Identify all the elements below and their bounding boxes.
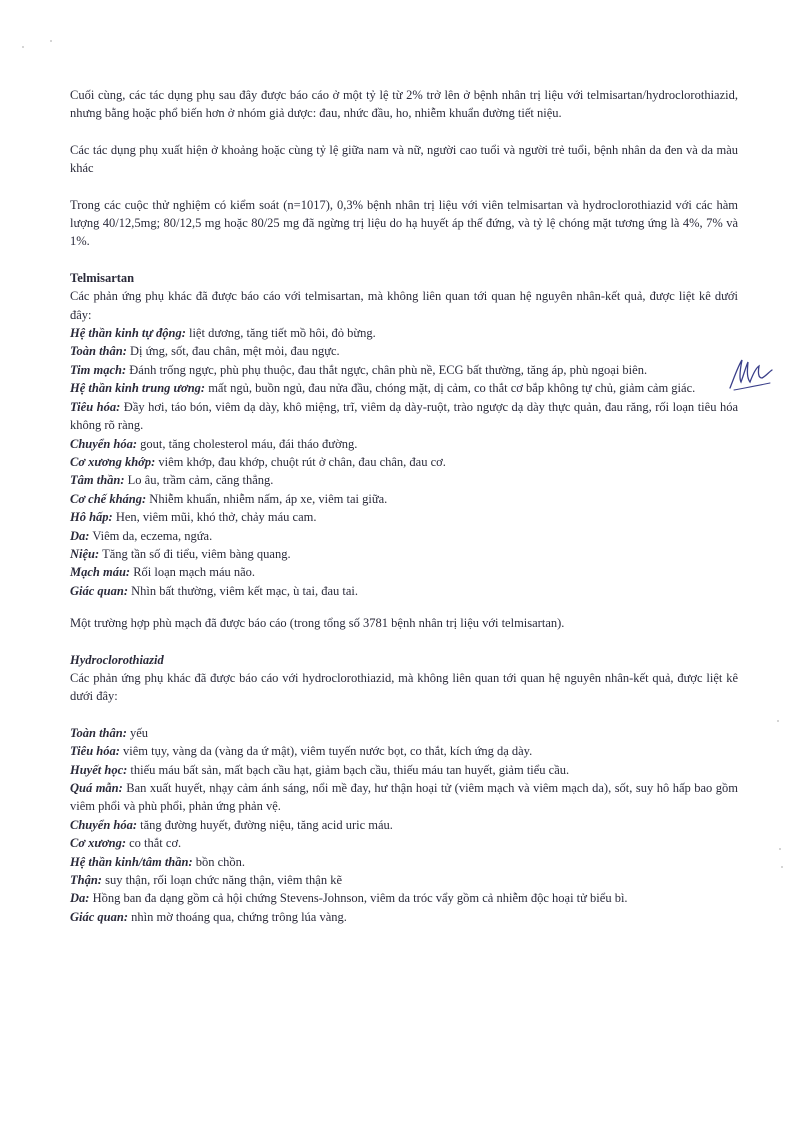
scan-speck (777, 720, 779, 722)
effect-category: Quá mẫn: (70, 781, 123, 795)
effect-item (70, 563, 738, 581)
paragraph-controlled-trials: Trong các cuộc thử nghiệm có kiểm soát (n=1017), 0,3% bệnh nhân trị liệu với viên telmisartan và hydroclorothiazid với các hàm lượng 40/12,5mg; 80/12,5 mg hoặc 80/25 mg đã ngừng trị liệu do hạ huyết áp thế đứng, và tỷ lệ chóng mặt tương ứng là 4%, 7% và 1%. (70, 197, 738, 249)
effect-description: viêm tụy, vàng da (vàng da ứ mật), viêm tuyến nước bọt, co thắt, kích ứng dạ dày. (119, 744, 533, 759)
effect-item (70, 324, 738, 342)
effect-category: Huyết học: (70, 762, 128, 777)
effect-category: Chuyển hóa: (70, 436, 138, 451)
scan-speck (779, 848, 781, 850)
effect-category: Cơ xương: (70, 836, 126, 851)
effect-item (70, 361, 738, 379)
effect-description: Đánh trống ngực, phù phụ thuộc, đau thắt ngực, chân phù nề, ECG bất thường, tăng áp, phù ngoại biên. (126, 362, 648, 377)
effect-category: Hệ thần kinh tự động: (70, 326, 186, 341)
telmisartan-intro: Các phản ứng phụ khác đã được báo cáo với telmisartan, mà không liên quan tới quan hệ nguyên nhân-kết quả, được liệt kê dưới đây: (70, 289, 738, 322)
effect-category: Toàn thân: (70, 344, 127, 359)
effect-description: tăng đường huyết, đường niệu, tăng acid uric máu. (137, 817, 393, 832)
effect-description: mất ngủ, buồn ngủ, đau nửa đầu, chóng mặt, dị cảm, co thắt cơ bắp không tự chủ, giảm cảm giác. (205, 381, 696, 396)
section-hydroclorothiazid (70, 651, 738, 927)
effect-item (70, 908, 738, 926)
effect-item (70, 742, 738, 760)
effect-description: suy thận, rối loạn chức năng thận, viêm thận kẽ (101, 873, 342, 888)
effect-item (70, 853, 738, 871)
effect-category: Cơ xương khớp: (70, 454, 156, 469)
effect-category: Da: (70, 528, 90, 543)
effect-item (70, 761, 738, 779)
effect-item (70, 779, 738, 816)
effect-description: Viêm da, eczema, ngứa. (89, 528, 213, 543)
effect-description: Rối loạn mạch máu não. (130, 565, 256, 580)
effect-category: Cơ chế kháng: (70, 491, 147, 506)
effect-item (70, 582, 738, 600)
effect-category: Chuyển hóa: (70, 817, 138, 832)
effect-description: gout, tăng cholesterol máu, đái tháo đường. (137, 436, 358, 451)
effect-item (70, 527, 738, 545)
effect-description: Nhìn bất thường, viêm kết mạc, ù tai, đau tai. (128, 583, 358, 598)
effect-category: Niệu: (70, 546, 100, 561)
effect-description: viêm khớp, đau khớp, chuột rút ở chân, đau chân, đau cơ. (155, 454, 446, 469)
effect-description: liệt dương, tăng tiết mồ hôi, đỏ bừng. (185, 326, 376, 341)
effect-description: nhìn mờ thoáng qua, chứng trông lúa vàng. (128, 909, 347, 924)
effect-item (70, 342, 738, 360)
effect-category: Hô hấp: (70, 510, 113, 525)
effect-description: Ban xuất huyết, nhạy cảm ánh sáng, nổi mề đay, hư thận hoại tử (viêm mạch và viêm mạch da), sốt, suy hô hấp bao gồm viêm phổi và phù phổi, phản ứng phản vệ. (70, 781, 738, 814)
heading-hydroclorothiazid: Hydroclorothiazid (70, 652, 164, 667)
effect-item (70, 545, 738, 563)
effect-description: Lo âu, trầm cảm, căng thẳng. (124, 473, 274, 488)
scan-speck (50, 40, 52, 42)
effect-description: bồn chồn. (192, 854, 246, 869)
effect-description: Hồng ban đa dạng gồm cả hội chứng Stevens-Johnson, viêm da tróc vẩy gồm cả nhiễm độc hoại tử biểu bì. (89, 891, 628, 906)
effect-description: Nhiễm khuẩn, nhiễm nấm, áp xe, viêm tai giữa. (146, 491, 388, 506)
effect-category: Da: (70, 891, 90, 906)
effect-description: Hen, viêm mũi, khó thở, chảy máu cam. (112, 510, 317, 525)
effect-category: Hệ thần kinh/tâm thần: (70, 854, 193, 869)
effect-item (70, 490, 738, 508)
effect-description: yếu (126, 725, 149, 740)
effect-category: Tâm thần: (70, 473, 125, 488)
effect-item (70, 435, 738, 453)
telmisartan-effects-list (70, 324, 738, 600)
telmisartan-note: Một trường hợp phù mạch đã được báo cáo (trong tổng số 3781 bệnh nhân trị liệu với telmisartan). (70, 616, 565, 631)
section-telmisartan (70, 269, 738, 633)
hydroclorothiazid-effects-list (70, 724, 738, 926)
effect-item (70, 889, 738, 907)
effect-item (70, 834, 738, 852)
effect-category: Toàn thân: (70, 725, 127, 740)
effect-description: Đầy hơi, táo bón, viêm dạ dày, khô miệng, trĩ, viêm dạ dày-ruột, trào ngược dạ dày thực quản, đau răng, rối loạn tiêu hóa không rõ ràng. (70, 399, 738, 433)
effect-category: Tim mạch: (70, 362, 127, 377)
scan-speck (22, 46, 24, 48)
effect-description: thiếu máu bất sản, mất bạch cầu hạt, giảm bạch cầu, thiếu máu tan huyết, giảm tiểu cầu. (127, 762, 570, 777)
effect-item (70, 816, 738, 834)
effect-category: Thận: (70, 873, 102, 888)
effect-item (70, 398, 738, 435)
effect-category: Tiêu hóa: (70, 744, 120, 759)
effect-category: Giác quan: (70, 909, 128, 924)
scan-speck (781, 866, 783, 868)
effect-description: Dị ứng, sốt, đau chân, mệt mỏi, đau ngực. (126, 344, 340, 359)
effect-item (70, 471, 738, 489)
handwritten-signature (726, 356, 776, 392)
effect-item (70, 453, 738, 471)
effect-category: Giác quan: (70, 583, 128, 598)
paragraph-summary: Cuối cùng, các tác dụng phụ sau đây được báo cáo ở một tỷ lệ từ 2% trở lên ở bệnh nhân trị liệu với telmisartan/hydroclorothiazid, nhưng bằng hoặc phổ biến hơn ở nhóm giả dược: đau, nhức đầu, ho, nhiễm khuẩn đường tiết niệu. (70, 88, 738, 121)
hydroclorothiazid-intro: Các phản ứng phụ khác đã được báo cáo với hydroclorothiazid, mà không liên quan tới quan hệ nguyên nhân-kết quả, được liệt kê dưới đây: (70, 670, 738, 704)
effect-description: Tăng tần số đi tiểu, viêm bàng quang. (99, 546, 291, 561)
effect-item (70, 508, 738, 526)
effect-category: Hệ thần kinh trung ương: (70, 381, 206, 396)
effect-item (70, 724, 738, 742)
heading-telmisartan: Telmisartan (70, 270, 135, 285)
paragraph-demographics: Các tác dụng phụ xuất hiện ở khoảng hoặc cùng tỷ lệ giữa nam và nữ, người cao tuổi và người trẻ tuổi, bệnh nhân da đen và da màu khác (70, 142, 738, 176)
effect-category: Mạch máu: (70, 565, 131, 580)
effect-description: co thắt cơ. (125, 836, 182, 851)
effect-item (70, 379, 738, 397)
effect-item (70, 871, 738, 889)
effect-category: Tiêu hóa: (70, 399, 121, 414)
document-body (70, 86, 738, 926)
